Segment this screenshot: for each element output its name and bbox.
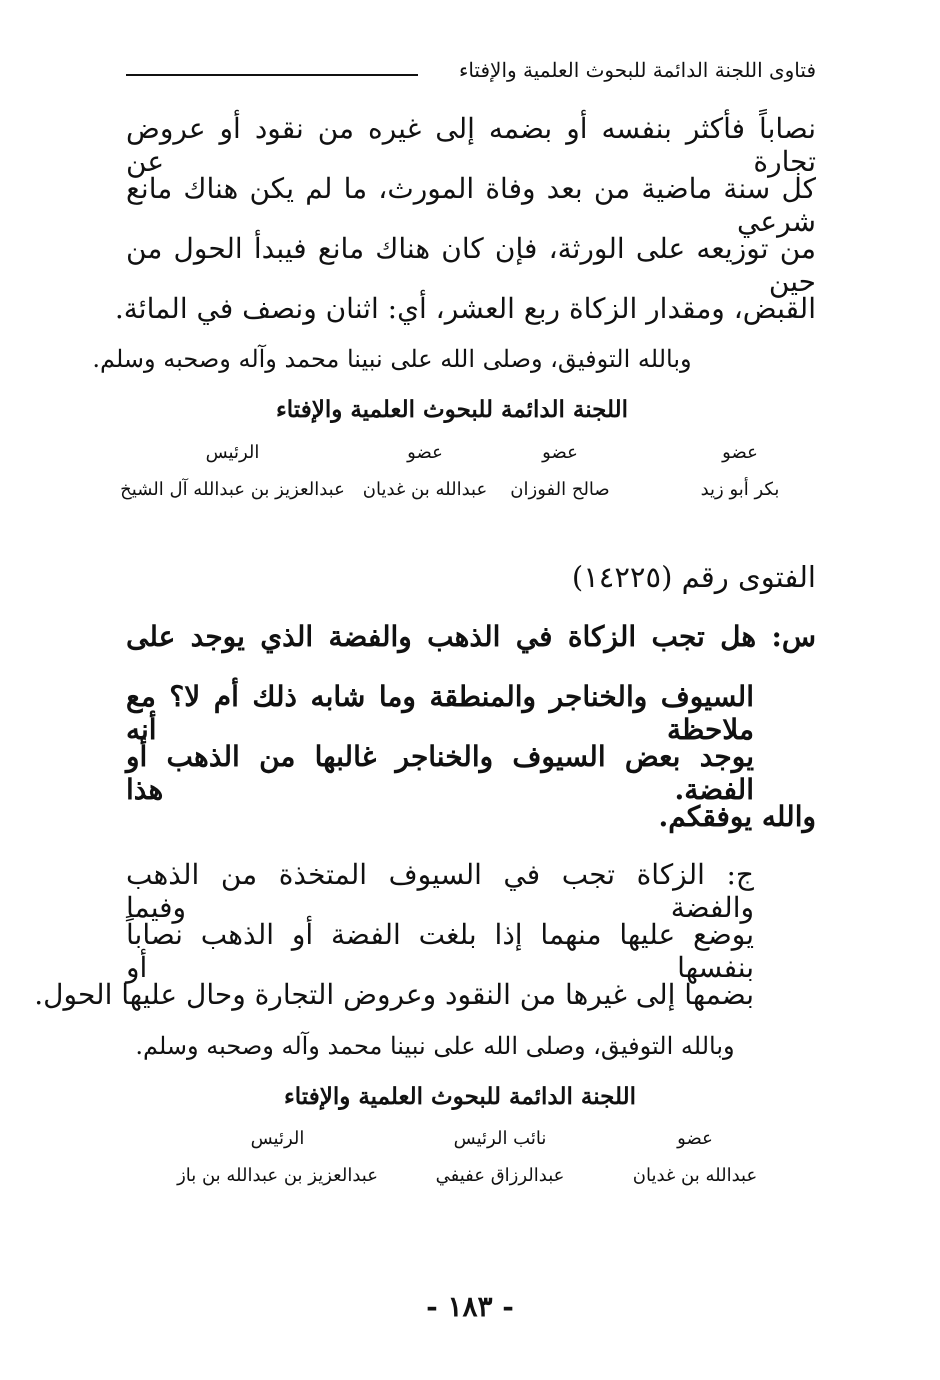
committee-name: اللجنة الدائمة للبحوث العلمية والإفتاء [275,396,629,423]
running-header [126,58,816,92]
signatory [620,1128,770,1186]
closing-line: وبالله التوفيق، وصلى الله على نبينا محمد وآله وصحبه وسلم. [135,1032,735,1060]
book-title: فتاوى اللجنة الدائمة للبحوث العلمية والإفتاء [458,58,816,82]
question-line: س: هل تجب الزكاة في الذهب والفضة الذي يوجد على [126,620,816,653]
question-line: يوجد بعض السيوف والخناجر غالبها من الذهب أو الفضة. هذا [126,740,754,806]
header-rule [126,74,418,76]
text-line: كل سنة ماضية من بعد وفاة المورث، ما لم يكن هناك مانع شرعي [126,172,816,238]
signatory-role: الرئيس [205,442,260,463]
signatory [425,1128,575,1186]
signatory-role: عضو [722,442,758,463]
signatory-role: نائب الرئيس [453,1128,547,1149]
question-line: السيوف والخناجر والمنطقة وما شابه ذلك أم لا؟ مع ملاحظة أنه [126,680,754,746]
signatory-name: عبدالعزيز بن عبدالله آل الشيخ [120,479,345,500]
signatory-role: عضو [407,442,443,463]
signatory-name: عبدالعزيز بن عبدالله بن باز [177,1165,378,1186]
signatory-name: عبدالله بن غديان [362,479,488,500]
closing-line: وبالله التوفيق، وصلى الله على نبينا محمد وآله وصحبه وسلم. [92,345,692,373]
signatory [170,1128,385,1186]
answer-line: بضمها إلى غيرها من النقود وعروض التجارة وحال عليها الحول. [34,978,754,1011]
signatory [670,442,810,500]
text-line: نصاباً فأكثر بنفسه أو بضمه إلى غيره من نقود أو عروض تجارة عن [126,112,816,178]
answer-line: ج: الزكاة تجب في السيوف المتخذة من الذهب والفضة وفيما [126,858,754,924]
committee-name: اللجنة الدائمة للبحوث العلمية والإفتاء [283,1083,637,1110]
signatory [350,442,500,500]
text-line: القبض، ومقدار الزكاة ربع العشر، أي: اثنان ونصف في المائة. [114,292,816,325]
text-line: من توزيعه على الورثة، فإن كان هناك مانع فيبدأ الحول من حين [126,232,816,298]
signatory-role: عضو [542,442,578,463]
page-number: - ١٨٣ - [426,1290,514,1323]
signatory [485,442,635,500]
signatory-role: عضو [677,1128,713,1149]
answer-line: يوضع عليها منهما إذا بلغت الفضة أو الذهب نصاباً بنفسها أو [126,918,754,984]
signatory-name: بكر أبو زيد [700,479,780,500]
fatwa-number: الفتوى رقم (١٤٢٢٥) [571,560,816,594]
signatory [120,442,345,500]
signatory-name: عبدالله بن غديان [632,1165,758,1186]
signatory-name: عبدالرزاق عفيفي [435,1165,565,1186]
signatory-role: الرئيس [250,1128,305,1149]
signatory-name: صالح الفوزان [510,479,610,500]
question-line: والله يوفقكم. [658,800,816,833]
